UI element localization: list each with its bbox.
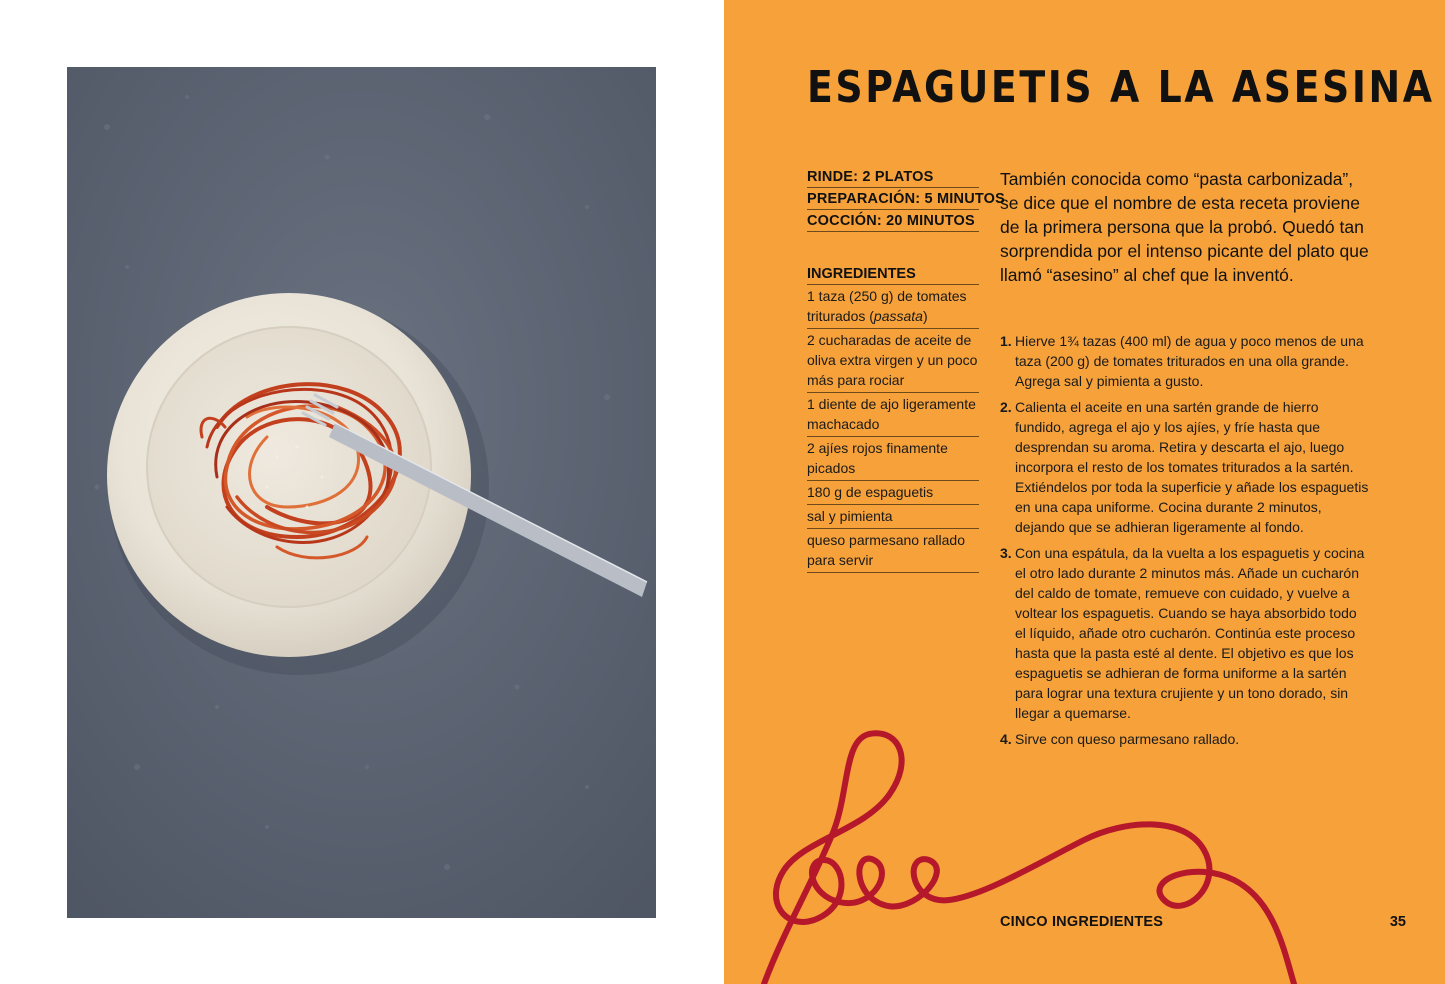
step-number: 1. [1000,333,1012,349]
recipe-title: ESPAGUETIS A LA ASESINA [807,62,1435,113]
ingredients-heading: INGREDIENTES [807,266,979,285]
prep-time-label: PREPARACIÓN: 5 MINUTOS [807,188,979,210]
ingredient-item: 2 cucharadas de aceite de oliva extra virgen y un poco más para rociar [807,329,979,393]
ingredient-item: queso parmesano rallado para servir [807,529,979,573]
ingredient-item: 1 taza (250 g) de tomates triturados (passata) [807,285,979,329]
step-item [1000,543,1370,723]
spaghetti-doodle-icon [724,720,1445,984]
yield-label: RINDE: 2 PLATOS [807,166,979,188]
ingredient-item: sal y pimienta [807,505,979,529]
step-text: Sirve con queso parmesano rallado. [1015,731,1240,747]
ingredient-item: 180 g de espaguetis [807,481,979,505]
right-page [724,0,1445,984]
section-label: CINCO INGREDIENTES [1000,914,1164,930]
step-text: Con una espátula, da la vuelta a los espaguetis y cocina el otro lado durante 2 minutos más. Añade un cucharón del caldo de tomate, remueve con cuidado, y vuelve a voltear los espaguetis. Cuando se haya absorbido todo el líquido, añade otro cucharón. Continúa este proceso hasta que la pasta esté al dente. El objetivo es que los espaguetis se adhieran de forma uniforme a la sartén para lograr una textura crujiente y un tono dorado, sin llegar a quemarse. [1015,545,1365,721]
step-number: 4. [1000,731,1012,747]
cook-time-label: COCCIÓN: 20 MINUTOS [807,210,979,232]
step-number: 2. [1000,399,1012,415]
ingredient-item: 2 ajíes rojos finamente picados [807,437,979,481]
step-number: 3. [1000,545,1012,561]
step-item [1000,331,1370,391]
step-text: Calienta el aceite en una sartén grande de hierro fundido, agrega el ajo y los ajíes, y fríe hasta que desprendan su aroma. Retira y descarta el ajo, luego incorpora el resto de los tomates triturados a la sartén. Extiéndelos por toda la superficie y añade los espaguetis en una capa uniforme. Cocina durante 2 minutos, dejando que se adhieran ligeramente al fondo. [1015,399,1369,535]
step-text: Hierve 1¾ tazas (400 ml) de agua y poco menos de una taza (200 g) de tomates triturados en una olla grande. Agrega sal y pimienta a gusto. [1015,333,1364,389]
recipe-intro: También conocida como “pasta carbonizada”, se dice que el nombre de esta receta proviene de la primera persona que la probó. Quedó tan sorprendida por el intenso picante del plato que llamó “asesino” al chef que la inventó. [1000,169,1369,285]
recipe-meta [807,166,1006,232]
recipe-steps [1000,331,1370,755]
ingredients-list [807,266,979,573]
step-item [1000,397,1370,537]
page-number: 35 [1389,914,1406,930]
spaghetti-plate-illustration [67,67,656,918]
ingredient-item: 1 diente de ajo ligeramente machacado [807,393,979,437]
spaghetti-photo [67,67,656,918]
